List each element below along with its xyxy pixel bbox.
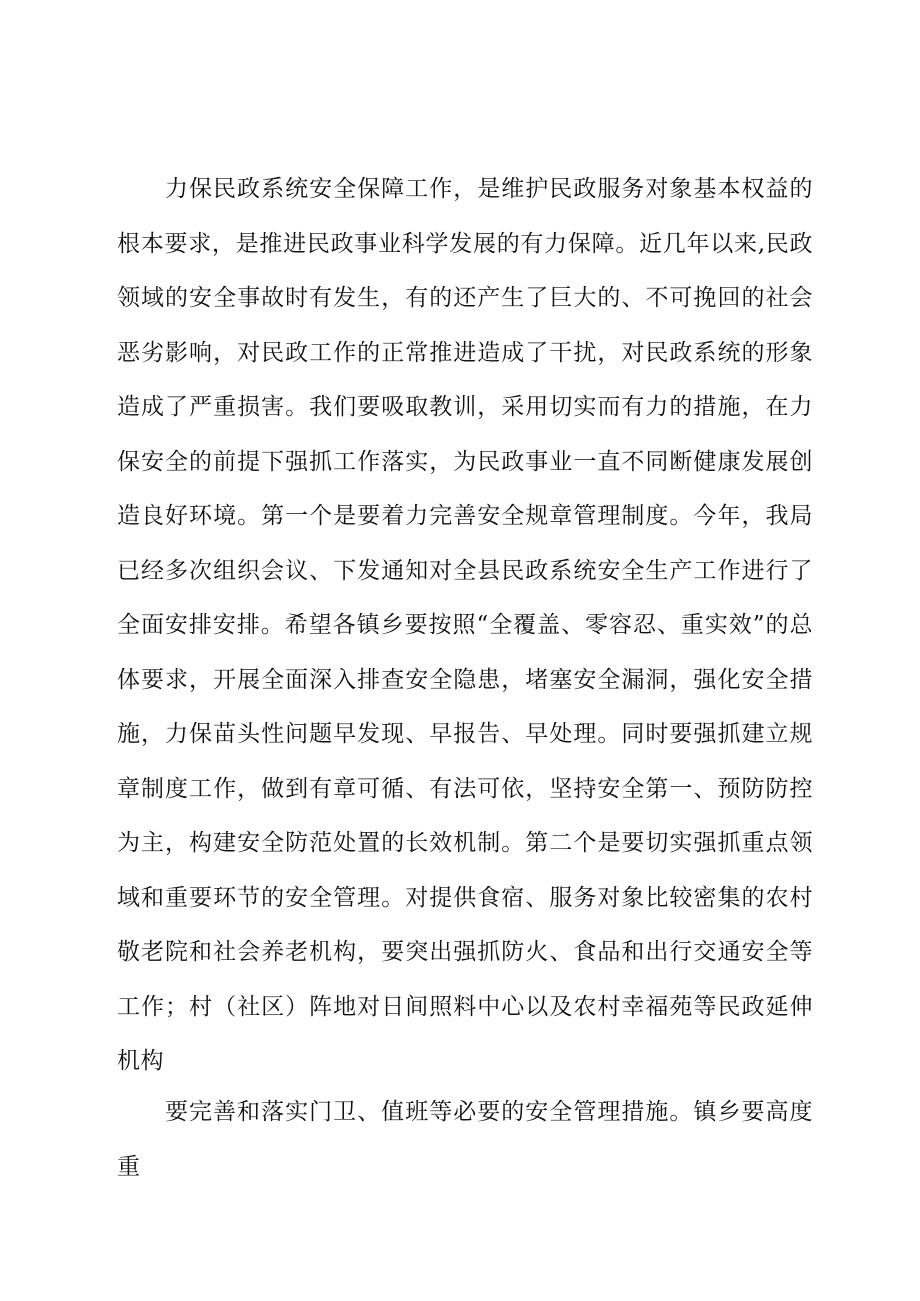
body-paragraph: 要完善和落实门卫、值班等必要的安全管理措施。镇乡要高度重 [117,1099,813,1180]
body-paragraph: 力保民政系统安全保障工作，是维护民政服务对象基本权益的根本要求，是推进民政事业科学发展的有力保障。近几年以来,民政领域的安全事故时有发生，有的还产生了巨大的、不可挽回的社会恶劣影响，对民政工作的正常推进造成了干扰，对民政系统的形象造成了严重损害。我们要吸取教训，采用切实而有力的措施，在力保安全的前提下强抓工作落实，为民政事业一直不同断健康发展创造良好环境。第一个是要着力完善安全规章管理制度。今年，我局已经多次组织会议、下发通知对全县民政系统安全生产工作进行了全面安排安排。希望各镇乡要按照“全覆盖、零容忍、重实效”的总体要求，开展全面深入排查安全隐患，堵塞安全漏洞，强化安全措施，力保苗头性问题早发现、早报告、早处理。同时要强抓建立规章制度工作，做到有章可循、有法可依，坚持安全第一、预防防控为主，构建安全防范处置的长效机制。第二个是要切实强抓重点领域和重要环节的安全管理。对提供食宿、服务对象比较密集的农村敬老院和社会养老机构，要突出强抓防火、食品和出行交通安全等工作；村（社区）阵地对日间照料中心以及农村幸福苑等民政延伸机构 [117,176,813,1074]
